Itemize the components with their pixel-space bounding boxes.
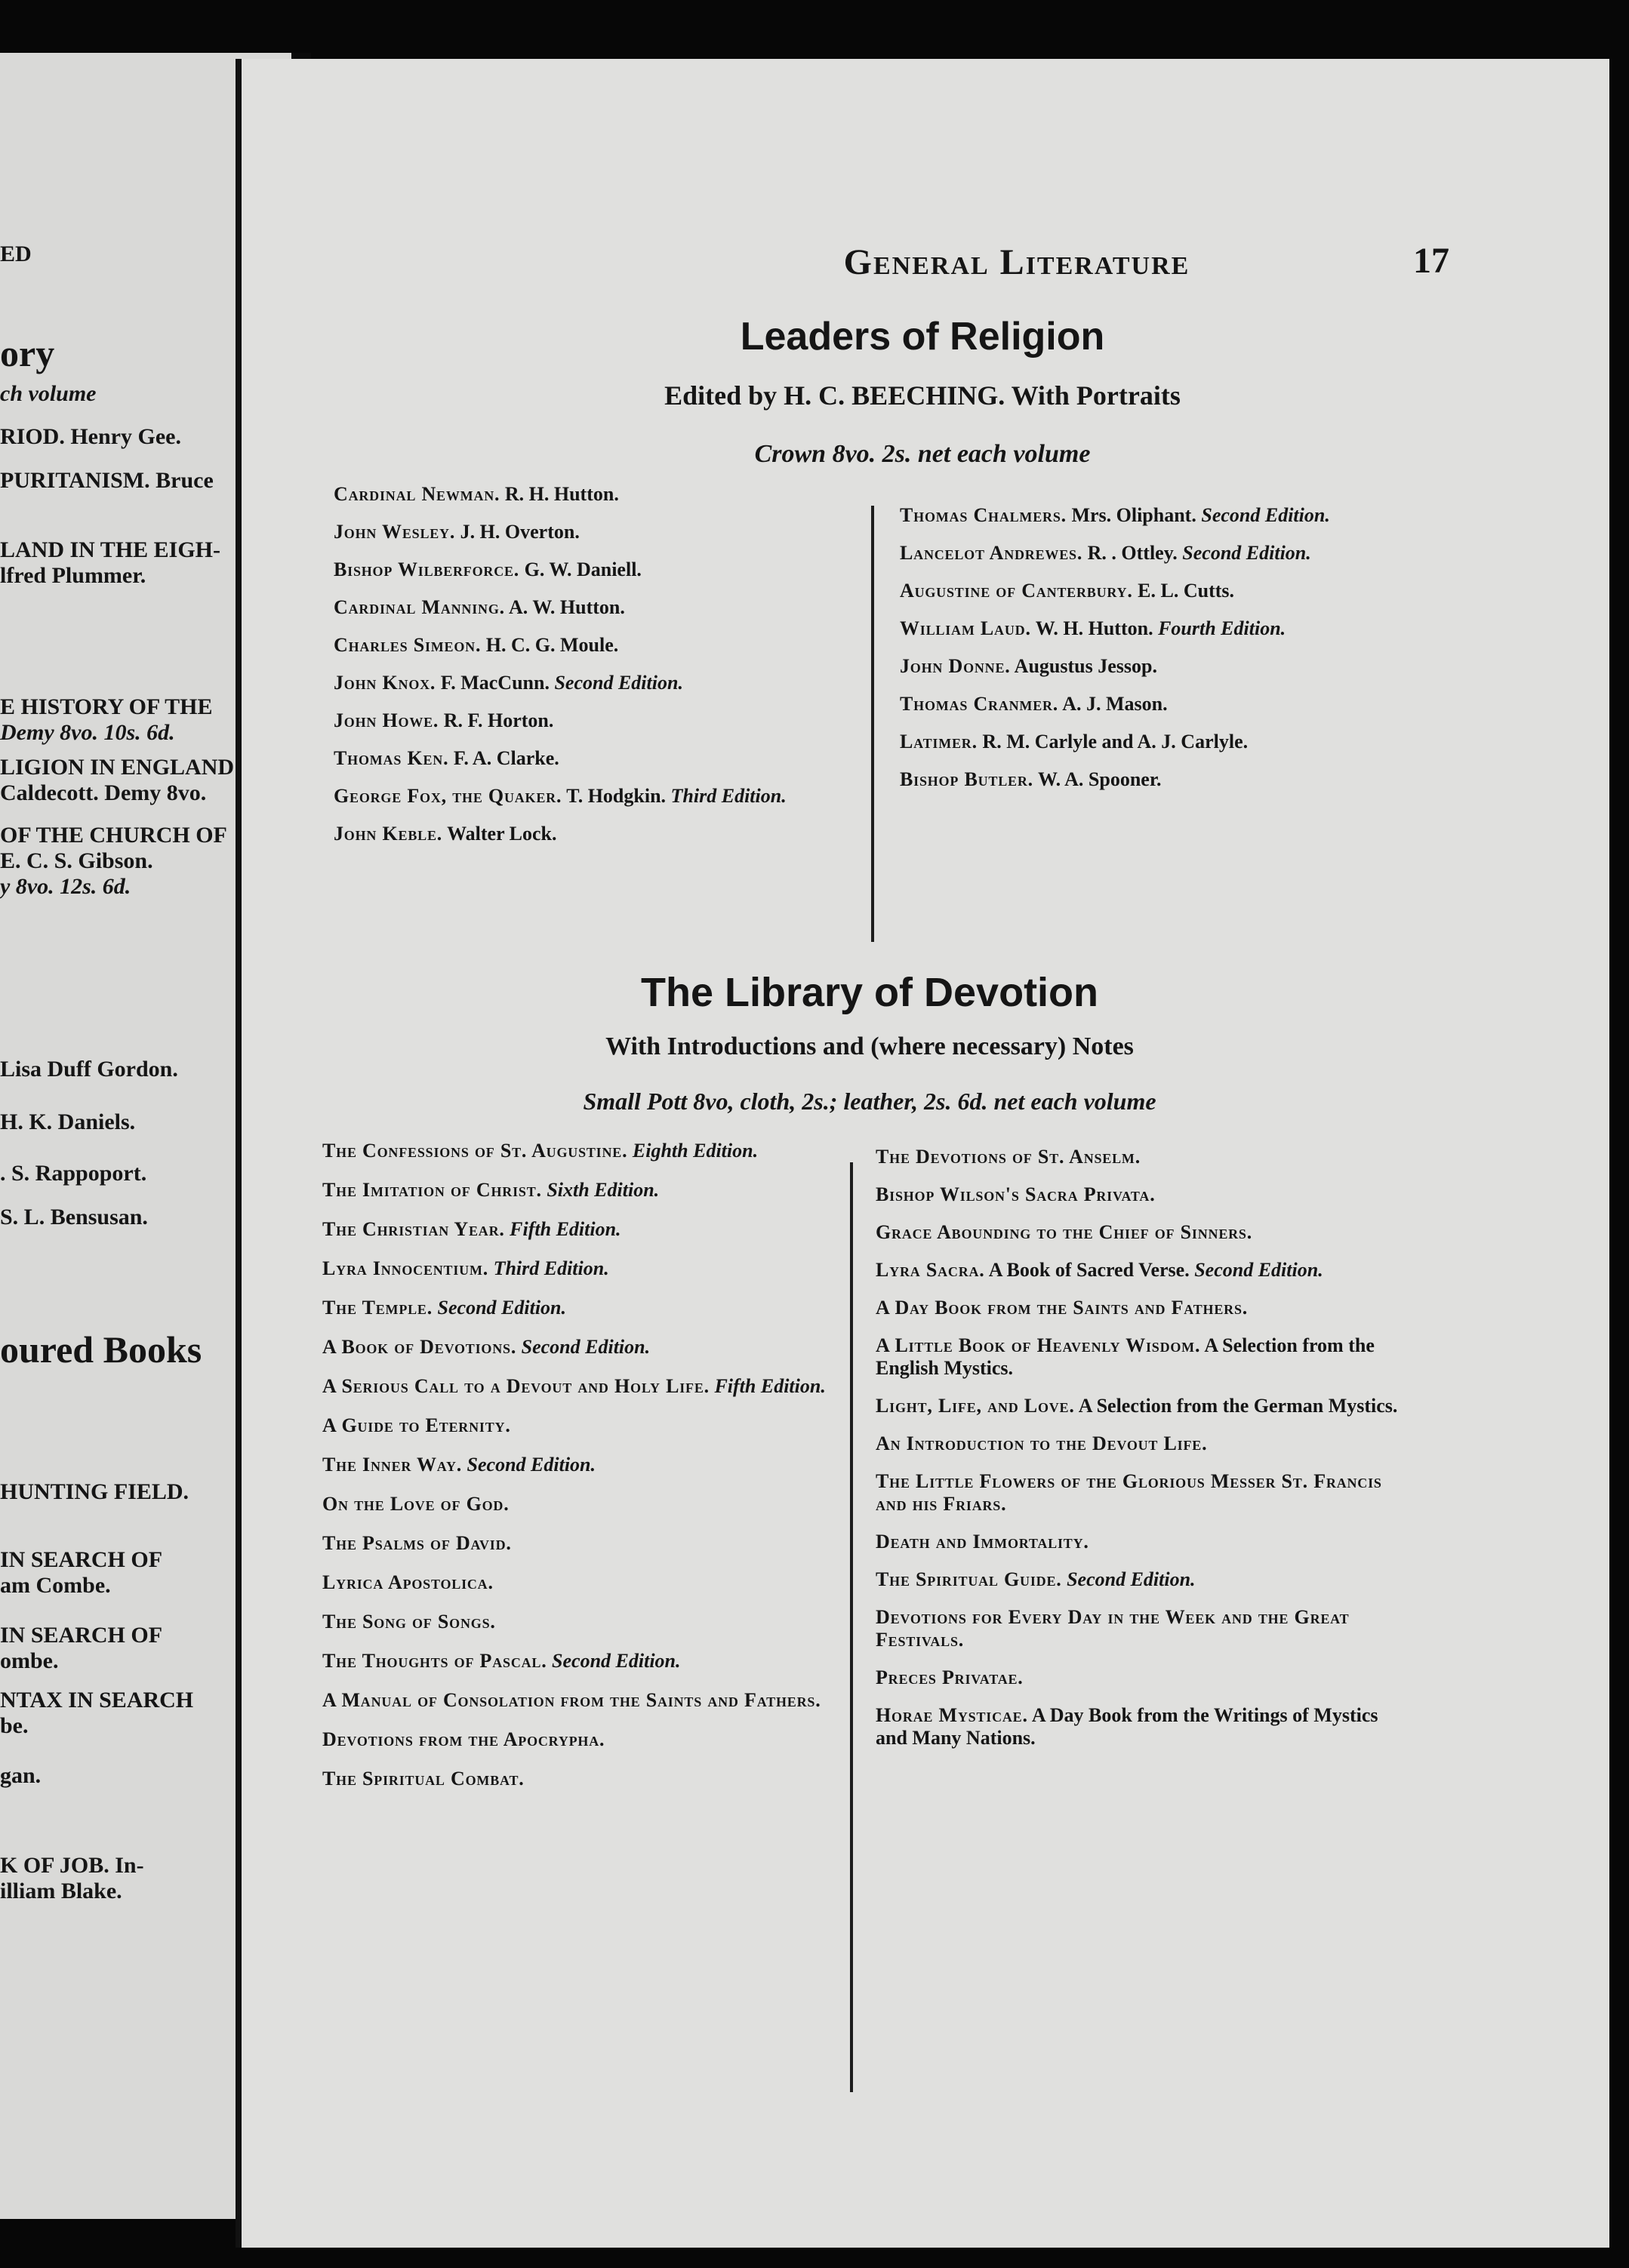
- entry-edition: Second Edition.: [1194, 1259, 1323, 1281]
- facing-page-text: am Combe.: [0, 1573, 111, 1598]
- entry-title: Cardinal Manning.: [334, 596, 505, 618]
- facing-page-text: gan.: [0, 1763, 42, 1788]
- entry-author: A. J. Mason.: [1062, 693, 1168, 715]
- facing-page-text: IN SEARCH OF: [0, 1623, 163, 1648]
- catalogue-entry: [322, 1689, 843, 1712]
- entry-title: An Introduction to the Devout Life.: [876, 1433, 1208, 1454]
- entry-title: John Wesley.: [334, 521, 456, 543]
- facing-page-text: illiam Blake.: [0, 1879, 122, 1903]
- entry-title: The Imitation of Christ.: [322, 1179, 542, 1201]
- catalogue-entry: [322, 1768, 843, 1790]
- entry-title: A Day Book from the Saints and Fathers.: [876, 1297, 1249, 1319]
- catalogue-entry: [334, 521, 907, 543]
- column-divider: [850, 1162, 853, 2092]
- entry-title: On the Love of God.: [322, 1493, 510, 1515]
- catalogue-entry: [322, 1297, 843, 1319]
- leaders-right-column: [900, 504, 1473, 806]
- catalogue-entry: [900, 693, 1473, 715]
- catalogue-entry: [322, 1571, 843, 1594]
- catalogue-entry: [876, 1395, 1412, 1417]
- entry-title: Lyra Sacra.: [876, 1259, 985, 1281]
- facing-page-text: IN SEARCH OF: [0, 1547, 163, 1572]
- leaders-format-line: Crown 8vo. 2s. net each volume: [754, 440, 1091, 468]
- entry-edition: Second Edition.: [437, 1297, 567, 1319]
- entry-author: R. . Ottley.: [1087, 542, 1178, 564]
- entry-author: Walter Lock.: [447, 823, 557, 845]
- facing-page-text: E. C. S. Gibson.: [0, 848, 153, 873]
- catalogue-entry: [334, 559, 907, 581]
- entry-title: Light, Life, and Love.: [876, 1395, 1075, 1417]
- catalogue-entry: [900, 504, 1473, 527]
- entry-title: William Laud.: [900, 617, 1031, 639]
- entry-author: F. A. Clarke.: [453, 747, 559, 769]
- entry-edition: Second Edition.: [1201, 504, 1330, 526]
- catalogue-entry: [334, 483, 907, 506]
- entry-title: The Little Flowers of the Glorious Messer St. Francis and his Friars.: [876, 1470, 1382, 1515]
- facing-page-text: ch volume: [0, 381, 97, 406]
- entry-author: R. F. Horton.: [443, 709, 554, 731]
- catalogue-entry: [334, 785, 907, 808]
- catalogue-entry: [322, 1218, 843, 1241]
- entry-author: F. MacCunn.: [440, 672, 550, 694]
- catalogue-entry: [900, 768, 1473, 791]
- entry-title: The Confessions of St. Augustine.: [322, 1140, 628, 1162]
- facing-page-text: ED: [0, 242, 32, 266]
- entry-author: T. Hodgkin.: [566, 785, 667, 807]
- catalogue-entry: [322, 1257, 843, 1280]
- facing-page-text: LAND IN THE EIGH-: [0, 537, 221, 562]
- entry-title: Grace Abounding to the Chief of Sinners.: [876, 1221, 1253, 1243]
- leaders-left-column: [334, 483, 907, 860]
- devotion-subtitle: With Introductions and (where necessary) Notes: [605, 1032, 1134, 1060]
- facing-page-text: . S. Rappoport.: [0, 1161, 147, 1186]
- catalogue-entry: [322, 1454, 843, 1476]
- entry-author: R. H. Hutton.: [504, 483, 619, 505]
- catalogue-entry: [334, 596, 907, 619]
- facing-page-text: NTAX IN SEARCH: [0, 1688, 194, 1713]
- catalogue-entry: [322, 1493, 843, 1516]
- catalogue-entry: [322, 1336, 843, 1359]
- entry-title: Lancelot Andrewes.: [900, 542, 1083, 564]
- entry-title: Lyrica Apostolica.: [322, 1571, 494, 1593]
- devotion-right-column: [876, 1146, 1412, 1765]
- entry-title: The Spiritual Guide.: [876, 1568, 1062, 1590]
- entry-title: Augustine of Canterbury.: [900, 580, 1133, 602]
- catalogue-entry: [876, 1568, 1412, 1591]
- entry-title: Devotions from the Apocrypha.: [322, 1728, 605, 1750]
- catalogue-entry: [322, 1414, 843, 1437]
- facing-page-text: Lisa Duff Gordon.: [0, 1057, 178, 1082]
- catalogue-entry: [900, 580, 1473, 602]
- entry-edition: Second Edition.: [1067, 1568, 1196, 1590]
- entry-title: Bishop Wilberforce.: [334, 559, 520, 580]
- catalogue-entry: [876, 1146, 1412, 1168]
- entry-title: Death and Immortality.: [876, 1531, 1089, 1553]
- entry-author: Mrs. Oliphant.: [1071, 504, 1196, 526]
- facing-page-text: E HISTORY OF THE: [0, 694, 213, 719]
- catalogue-entry: [334, 634, 907, 657]
- entry-title: John Keble.: [334, 823, 443, 845]
- entry-title: A Little Book of Heavenly Wisdom.: [876, 1334, 1201, 1356]
- entry-title: Lyra Innocentium.: [322, 1257, 489, 1279]
- catalogue-entry: [876, 1470, 1412, 1516]
- facing-page-text: be.: [0, 1713, 29, 1738]
- entry-author: Augustus Jessop.: [1014, 655, 1157, 677]
- devotion-format-line: Small Pott 8vo, cloth, 2s.; leather, 2s. 6d. net each volume: [583, 1088, 1156, 1115]
- catalogue-entry: [900, 731, 1473, 753]
- entry-title: Charles Simeon.: [334, 634, 482, 656]
- catalogue-entry: [876, 1221, 1412, 1244]
- entry-edition: Fifth Edition.: [510, 1218, 621, 1240]
- entry-edition: Fourth Edition.: [1158, 617, 1286, 639]
- entry-title: The Spiritual Combat.: [322, 1768, 525, 1789]
- catalogue-entry: [322, 1650, 843, 1673]
- facing-page-text: ory: [0, 332, 55, 374]
- entry-title: The Temple.: [322, 1297, 433, 1319]
- catalogue-entry: [876, 1259, 1412, 1282]
- entry-title: Thomas Ken.: [334, 747, 449, 769]
- entry-title: Devotions for Every Day in the Week and the Great Festivals.: [876, 1606, 1350, 1651]
- entry-note: A Selection from the German Mystics.: [1078, 1395, 1398, 1417]
- catalogue-entry: [876, 1297, 1412, 1319]
- entry-author: J. H. Overton.: [460, 521, 580, 543]
- entry-author: W. H. Hutton.: [1035, 617, 1153, 639]
- catalogue-entry: [322, 1140, 843, 1162]
- page-17: [236, 59, 1609, 2248]
- facing-page-text: oured Books: [0, 1328, 202, 1371]
- running-head: General Literature: [843, 242, 1190, 282]
- entry-title: A Manual of Consolation from the Saints and Fathers.: [322, 1689, 821, 1711]
- devotion-left-column: [322, 1140, 843, 1807]
- entry-title: The Devotions of St. Anselm.: [876, 1146, 1141, 1168]
- entry-title: Thomas Chalmers.: [900, 504, 1067, 526]
- catalogue-entry: [334, 709, 907, 732]
- entry-author: A. W. Hutton.: [509, 596, 625, 618]
- catalogue-entry: [322, 1532, 843, 1555]
- catalogue-entry: [876, 1531, 1412, 1553]
- entry-title: The Christian Year.: [322, 1218, 505, 1240]
- page-edge-rule: [236, 59, 242, 2248]
- catalogue-entry: [876, 1606, 1412, 1651]
- entry-title: George Fox, the Quaker.: [334, 785, 562, 807]
- entry-title: The Inner Way.: [322, 1454, 463, 1476]
- entry-note: A Selection from the English Mystics.: [876, 1334, 1375, 1379]
- catalogue-entry: [322, 1728, 843, 1751]
- facing-page-text: y 8vo. 12s. 6d.: [0, 874, 131, 899]
- entry-edition: Second Edition.: [552, 1650, 681, 1672]
- catalogue-entry: [322, 1375, 843, 1398]
- facing-page-text: ombe.: [0, 1648, 59, 1673]
- entry-title: A Guide to Eternity.: [322, 1414, 511, 1436]
- entry-title: John Howe.: [334, 709, 439, 731]
- catalogue-entry: [876, 1334, 1412, 1380]
- entry-author: W. A. Spooner.: [1037, 768, 1162, 790]
- entry-title: Thomas Cranmer.: [900, 693, 1059, 715]
- facing-page-text: RIOD. Henry Gee.: [0, 424, 181, 449]
- catalogue-entry: [876, 1183, 1412, 1206]
- entry-title: A Book of Devotions.: [322, 1336, 517, 1358]
- catalogue-entry: [322, 1179, 843, 1202]
- entry-title: John Knox.: [334, 672, 436, 694]
- entry-title: John Donne.: [900, 655, 1011, 677]
- facing-page-text: K OF JOB. In-: [0, 1853, 144, 1878]
- entry-edition: Second Edition.: [554, 672, 683, 694]
- entry-title: Bishop Wilson's Sacra Privata.: [876, 1183, 1156, 1205]
- facing-page-text: Demy 8vo. 10s. 6d.: [0, 720, 175, 745]
- facing-page-text: lfred Plummer.: [0, 563, 146, 588]
- catalogue-entry: [334, 672, 907, 694]
- catalogue-entry: [876, 1704, 1412, 1749]
- entry-author: E. L. Cutts.: [1138, 580, 1235, 602]
- entry-title: Latimer.: [900, 731, 978, 752]
- column-divider: [871, 506, 874, 942]
- catalogue-entry: [900, 655, 1473, 678]
- entry-author: H. C. G. Moule.: [485, 634, 619, 656]
- catalogue-entry: [900, 542, 1473, 565]
- entry-edition: Third Edition.: [493, 1257, 609, 1279]
- entry-edition: Sixth Edition.: [547, 1179, 660, 1201]
- entry-edition: Second Edition.: [1182, 542, 1311, 564]
- facing-page-text: S. L. Bensusan.: [0, 1205, 148, 1229]
- entry-note: A Day Book from the Writings of Mystics and Many Nations.: [876, 1704, 1378, 1749]
- facing-page-text: HUNTING FIELD.: [0, 1479, 189, 1504]
- entry-edition: Third Edition.: [670, 785, 787, 807]
- page-number: 17: [1413, 241, 1449, 281]
- facing-page-text: OF THE CHURCH OF: [0, 823, 227, 848]
- entry-edition: Second Edition.: [467, 1454, 596, 1476]
- catalogue-entry: [876, 1666, 1412, 1689]
- entry-title: Horae Mysticae.: [876, 1704, 1028, 1726]
- entry-title: A Serious Call to a Devout and Holy Life.: [322, 1375, 710, 1397]
- facing-page-text: PURITANISM. Bruce: [0, 468, 214, 493]
- facing-page-text: Caldecott. Demy 8vo.: [0, 780, 207, 805]
- catalogue-entry: [900, 617, 1473, 640]
- catalogue-entry: [334, 747, 907, 770]
- entry-title: Preces Privatae.: [876, 1666, 1024, 1688]
- leaders-editor-line: Edited by H. C. BEECHING. With Portraits: [664, 380, 1181, 411]
- entry-author: R. M. Carlyle and A. J. Carlyle.: [982, 731, 1249, 752]
- facing-page-text: LIGION IN ENGLAND: [0, 755, 235, 780]
- catalogue-entry: [334, 823, 907, 845]
- entry-title: The Psalms of David.: [322, 1532, 512, 1554]
- entry-edition: Second Edition.: [521, 1336, 651, 1358]
- entry-title: The Thoughts of Pascal.: [322, 1650, 547, 1672]
- entry-title: The Song of Songs.: [322, 1611, 496, 1633]
- facing-page-text: H. K. Daniels.: [0, 1109, 136, 1134]
- entry-author: G. W. Daniell.: [524, 559, 642, 580]
- catalogue-entry: [876, 1433, 1412, 1455]
- entry-title: Bishop Butler.: [900, 768, 1033, 790]
- entry-edition: Fifth Edition.: [714, 1375, 826, 1397]
- entry-note: A Book of Sacred Verse.: [988, 1259, 1190, 1281]
- catalogue-entry: [322, 1611, 843, 1633]
- section-title-devotion: The Library of Devotion: [640, 970, 1099, 1015]
- entry-edition: Eighth Edition.: [632, 1140, 759, 1162]
- entry-title: Cardinal Newman.: [334, 483, 500, 505]
- section-title-leaders: Leaders of Religion: [740, 315, 1105, 359]
